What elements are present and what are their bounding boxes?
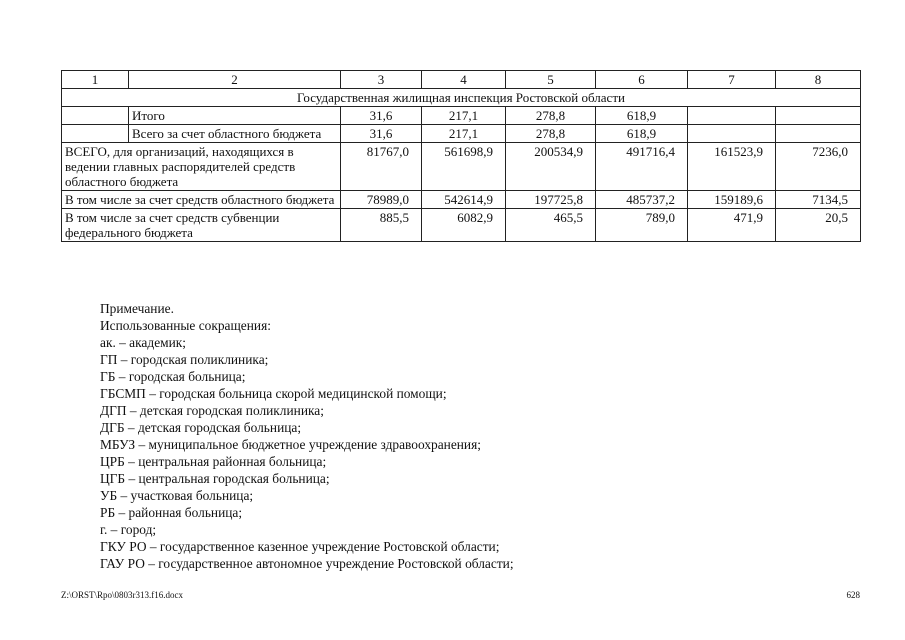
footer-file-path: Z:\ORST\Rpo\0803r313.f16.docx [61,590,183,600]
table-cell: 78989,0 [341,191,422,209]
table-cell: 491716,4 [596,143,688,191]
table-cell [688,107,776,125]
table-cell: 561698,9 [422,143,506,191]
table-cell: 7236,0 [776,143,861,191]
abbreviation-item: МБУЗ – муниципальное бюджетное учреждение здравоохранения; [100,437,481,452]
abbreviation-item: ГАУ РО – государственное автономное учреждение Ростовской области; [100,556,514,571]
header-cell: 3 [341,71,422,89]
table-cell: 6082,9 [422,209,506,242]
row-label: Всего за счет областного бюджета [129,125,341,143]
table-cell [776,125,861,143]
abbreviation-item: г. – город; [100,522,157,537]
row-label: В том числе за счет средств областного бюджета [62,191,341,209]
table-cell [62,107,129,125]
table-cell: 618,9 [596,107,688,125]
total-row [62,191,861,209]
abbreviation-item: ДГП – детская городская поликлиника; [100,403,324,418]
header-cell: 1 [62,71,129,89]
row-label: Итого [129,107,341,125]
table-cell: 200534,9 [506,143,596,191]
abbreviation-item: РБ – районная больница; [100,505,243,520]
row-label: ВСЕГО, для организаций, находящихся в ведении главных распорядителей средств областного бюджета [62,143,341,191]
table-cell: 885,5 [341,209,422,242]
abbreviation-item: ГКУ РО – государственное казенное учреждение Ростовской области; [100,539,500,554]
header-cell: 4 [422,71,506,89]
notes-section [100,300,514,572]
table-cell: 278,8 [506,107,596,125]
table-cell: 278,8 [506,125,596,143]
total-row [62,209,861,242]
table-cell: 159189,6 [688,191,776,209]
table-cell: 217,1 [422,125,506,143]
table-header-row [62,71,861,89]
table-cell [688,125,776,143]
table-cell: 471,9 [688,209,776,242]
header-cell: 5 [506,71,596,89]
notes-title: Примечание. [100,301,174,316]
header-cell: 8 [776,71,861,89]
budget-table [61,70,861,242]
notes-subtitle: Использованные сокращения: [100,318,271,333]
header-cell: 7 [688,71,776,89]
abbreviation-item: ДГБ – детская городская больница; [100,420,302,435]
table-cell: 20,5 [776,209,861,242]
header-cell: 2 [129,71,341,89]
table-cell: 81767,0 [341,143,422,191]
table-row [62,125,861,143]
row-label: В том числе за счет средств субвенции федерального бюджета [62,209,341,242]
section-row [62,89,861,107]
abbreviation-item: ак. – академик; [100,335,186,350]
page-number: 628 [846,590,860,600]
table-cell: 465,5 [506,209,596,242]
table-cell: 31,6 [341,107,422,125]
abbreviation-item: ГБСМП – городская больница скорой медицинской помощи; [100,386,447,401]
header-cell: 6 [596,71,688,89]
abbreviation-item: ЦРБ – центральная районная больница; [100,454,327,469]
table-cell [776,107,861,125]
abbreviation-item: ЦГБ – центральная городская больница; [100,471,330,486]
table-cell: 197725,8 [506,191,596,209]
abbreviation-item: УБ – участковая больница; [100,488,254,503]
table-cell [62,125,129,143]
table-row [62,107,861,125]
abbreviation-item: ГП – городская поликлиника; [100,352,269,367]
table-cell: 161523,9 [688,143,776,191]
section-title: Государственная жилищная инспекция Ростовской области [62,89,861,107]
abbreviation-item: ГБ – городская больница; [100,369,246,384]
table-cell: 789,0 [596,209,688,242]
table-cell: 7134,5 [776,191,861,209]
table-cell: 618,9 [596,125,688,143]
table-cell: 485737,2 [596,191,688,209]
table-cell: 217,1 [422,107,506,125]
table-cell: 31,6 [341,125,422,143]
total-row [62,143,861,191]
table-cell: 542614,9 [422,191,506,209]
